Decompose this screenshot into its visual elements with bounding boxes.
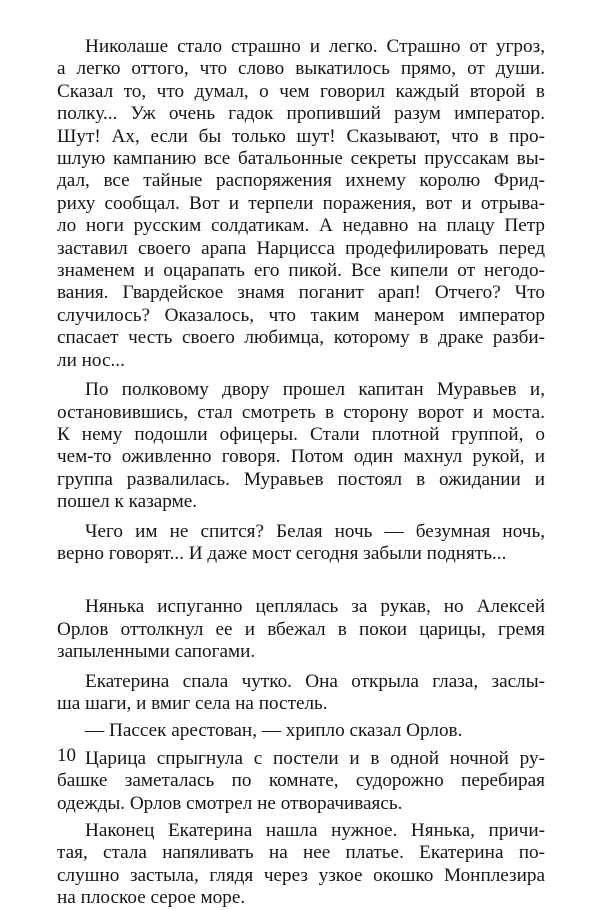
- paragraph: [57, 748, 545, 815]
- text-line: одежды. Орлов смотрел не отворачиваясь.: [57, 792, 403, 814]
- text-body: [57, 36, 545, 910]
- text-line: Екатерина спала чутко. Она открыла глаза, заслы-: [85, 670, 545, 692]
- text-line: Чего им не спится? Белая ночь — безумная ночь,: [85, 520, 545, 542]
- section-2: [57, 596, 545, 909]
- text-line: По полковому двору прошел капитан Муравьев и,: [85, 379, 545, 401]
- paragraph: [57, 596, 545, 663]
- text-line: риху сообщал. Вот и терпели поражения, вот и отрыва-: [57, 192, 545, 214]
- text-line: полку... Уж очень гадок пропивший разум император.: [57, 103, 545, 125]
- paragraph: [57, 36, 545, 372]
- text-line: чем-то оживленно говоря. Потом один махнул рукой, и: [57, 446, 545, 468]
- paragraph: [57, 671, 545, 716]
- text-line: дал, все тайные распоряжения ихнему королю Фрид-: [57, 170, 545, 192]
- text-line: остановившись, стал смотреть в сторону ворот и моста.: [57, 401, 545, 423]
- paragraph-gap: [57, 372, 545, 379]
- text-line: спасает честь своего любимца, которому в драке разби-: [57, 327, 545, 349]
- text-line: Сказал то, что думал, о чем говорил каждый второй в: [57, 80, 545, 102]
- paragraph: [57, 521, 545, 566]
- text-line: знаменем и оцарапать его пикой. Все кипели от негодо-: [57, 260, 545, 282]
- text-line: ли нос...: [57, 349, 125, 371]
- paragraph-gap: [57, 664, 545, 671]
- section-1: [57, 36, 545, 565]
- text-line: случилось? Оказалось, что таким манером император: [57, 304, 545, 326]
- text-line: на плоское серое море.: [57, 887, 246, 909]
- text-line: Орлов оттолкнул ее и вбежал в покои царицы, гремя: [57, 618, 545, 640]
- text-line: группа развалилась. Муравьев постоял в ожидании и: [57, 468, 545, 490]
- text-line: слушно застыла, глядя через узкое окошко Монплезира: [57, 864, 545, 886]
- text-line: верно говорят... И даже мост сегодня забыли поднять...: [57, 542, 507, 564]
- paragraph: [57, 820, 545, 910]
- text-line: тая, стала напяливать на нее платье. Екатерина по-: [57, 842, 545, 864]
- text-line: Нянька испуганно цеплялась за рукав, но Алексей: [85, 596, 545, 618]
- text-line: Николаше стало страшно и легко. Страшно от угроз,: [85, 36, 545, 57]
- text-line: ло ноги русским солдатикам. А недавно на плацу Петр: [57, 215, 545, 237]
- paragraph-gap: [57, 514, 545, 521]
- text-line: Царица спрыгнула с постели и в одной ночной ру-: [85, 747, 545, 769]
- text-line: заставил своего арапа Нарцисса продефилировать перед: [57, 237, 545, 259]
- section-break: [57, 565, 545, 596]
- text-line: а легко оттого, что слово выкатилось прямо, от души.: [57, 58, 545, 80]
- text-line: пошел к казарме.: [57, 491, 198, 513]
- paragraph: [57, 379, 545, 513]
- paragraph: [57, 720, 545, 742]
- text-line: запыленными сапогами.: [57, 641, 256, 663]
- page-number: 10: [57, 745, 76, 766]
- text-line: К нему подошли офицеры. Стали плотной группой, о: [57, 423, 545, 445]
- text-line: Наконец Екатерина нашла нужное. Нянька, причи-: [85, 820, 545, 841]
- text-line: — Пассек арестован, — хрипло сказал Орлов.: [85, 720, 463, 742]
- text-line: башке заметалась по комнате, судорожно перебирая: [57, 770, 545, 792]
- text-line: Шут! Ах, если бы только шут! Сказывают, что в про-: [57, 125, 545, 147]
- text-line: шлую кампанию все батальонные секреты пруссакам вы-: [57, 148, 545, 170]
- text-line: ша шаги, и вмиг села на постель.: [57, 692, 328, 714]
- text-line: вания. Гвардейское знамя поганит арап! Отчего? Что: [57, 282, 545, 304]
